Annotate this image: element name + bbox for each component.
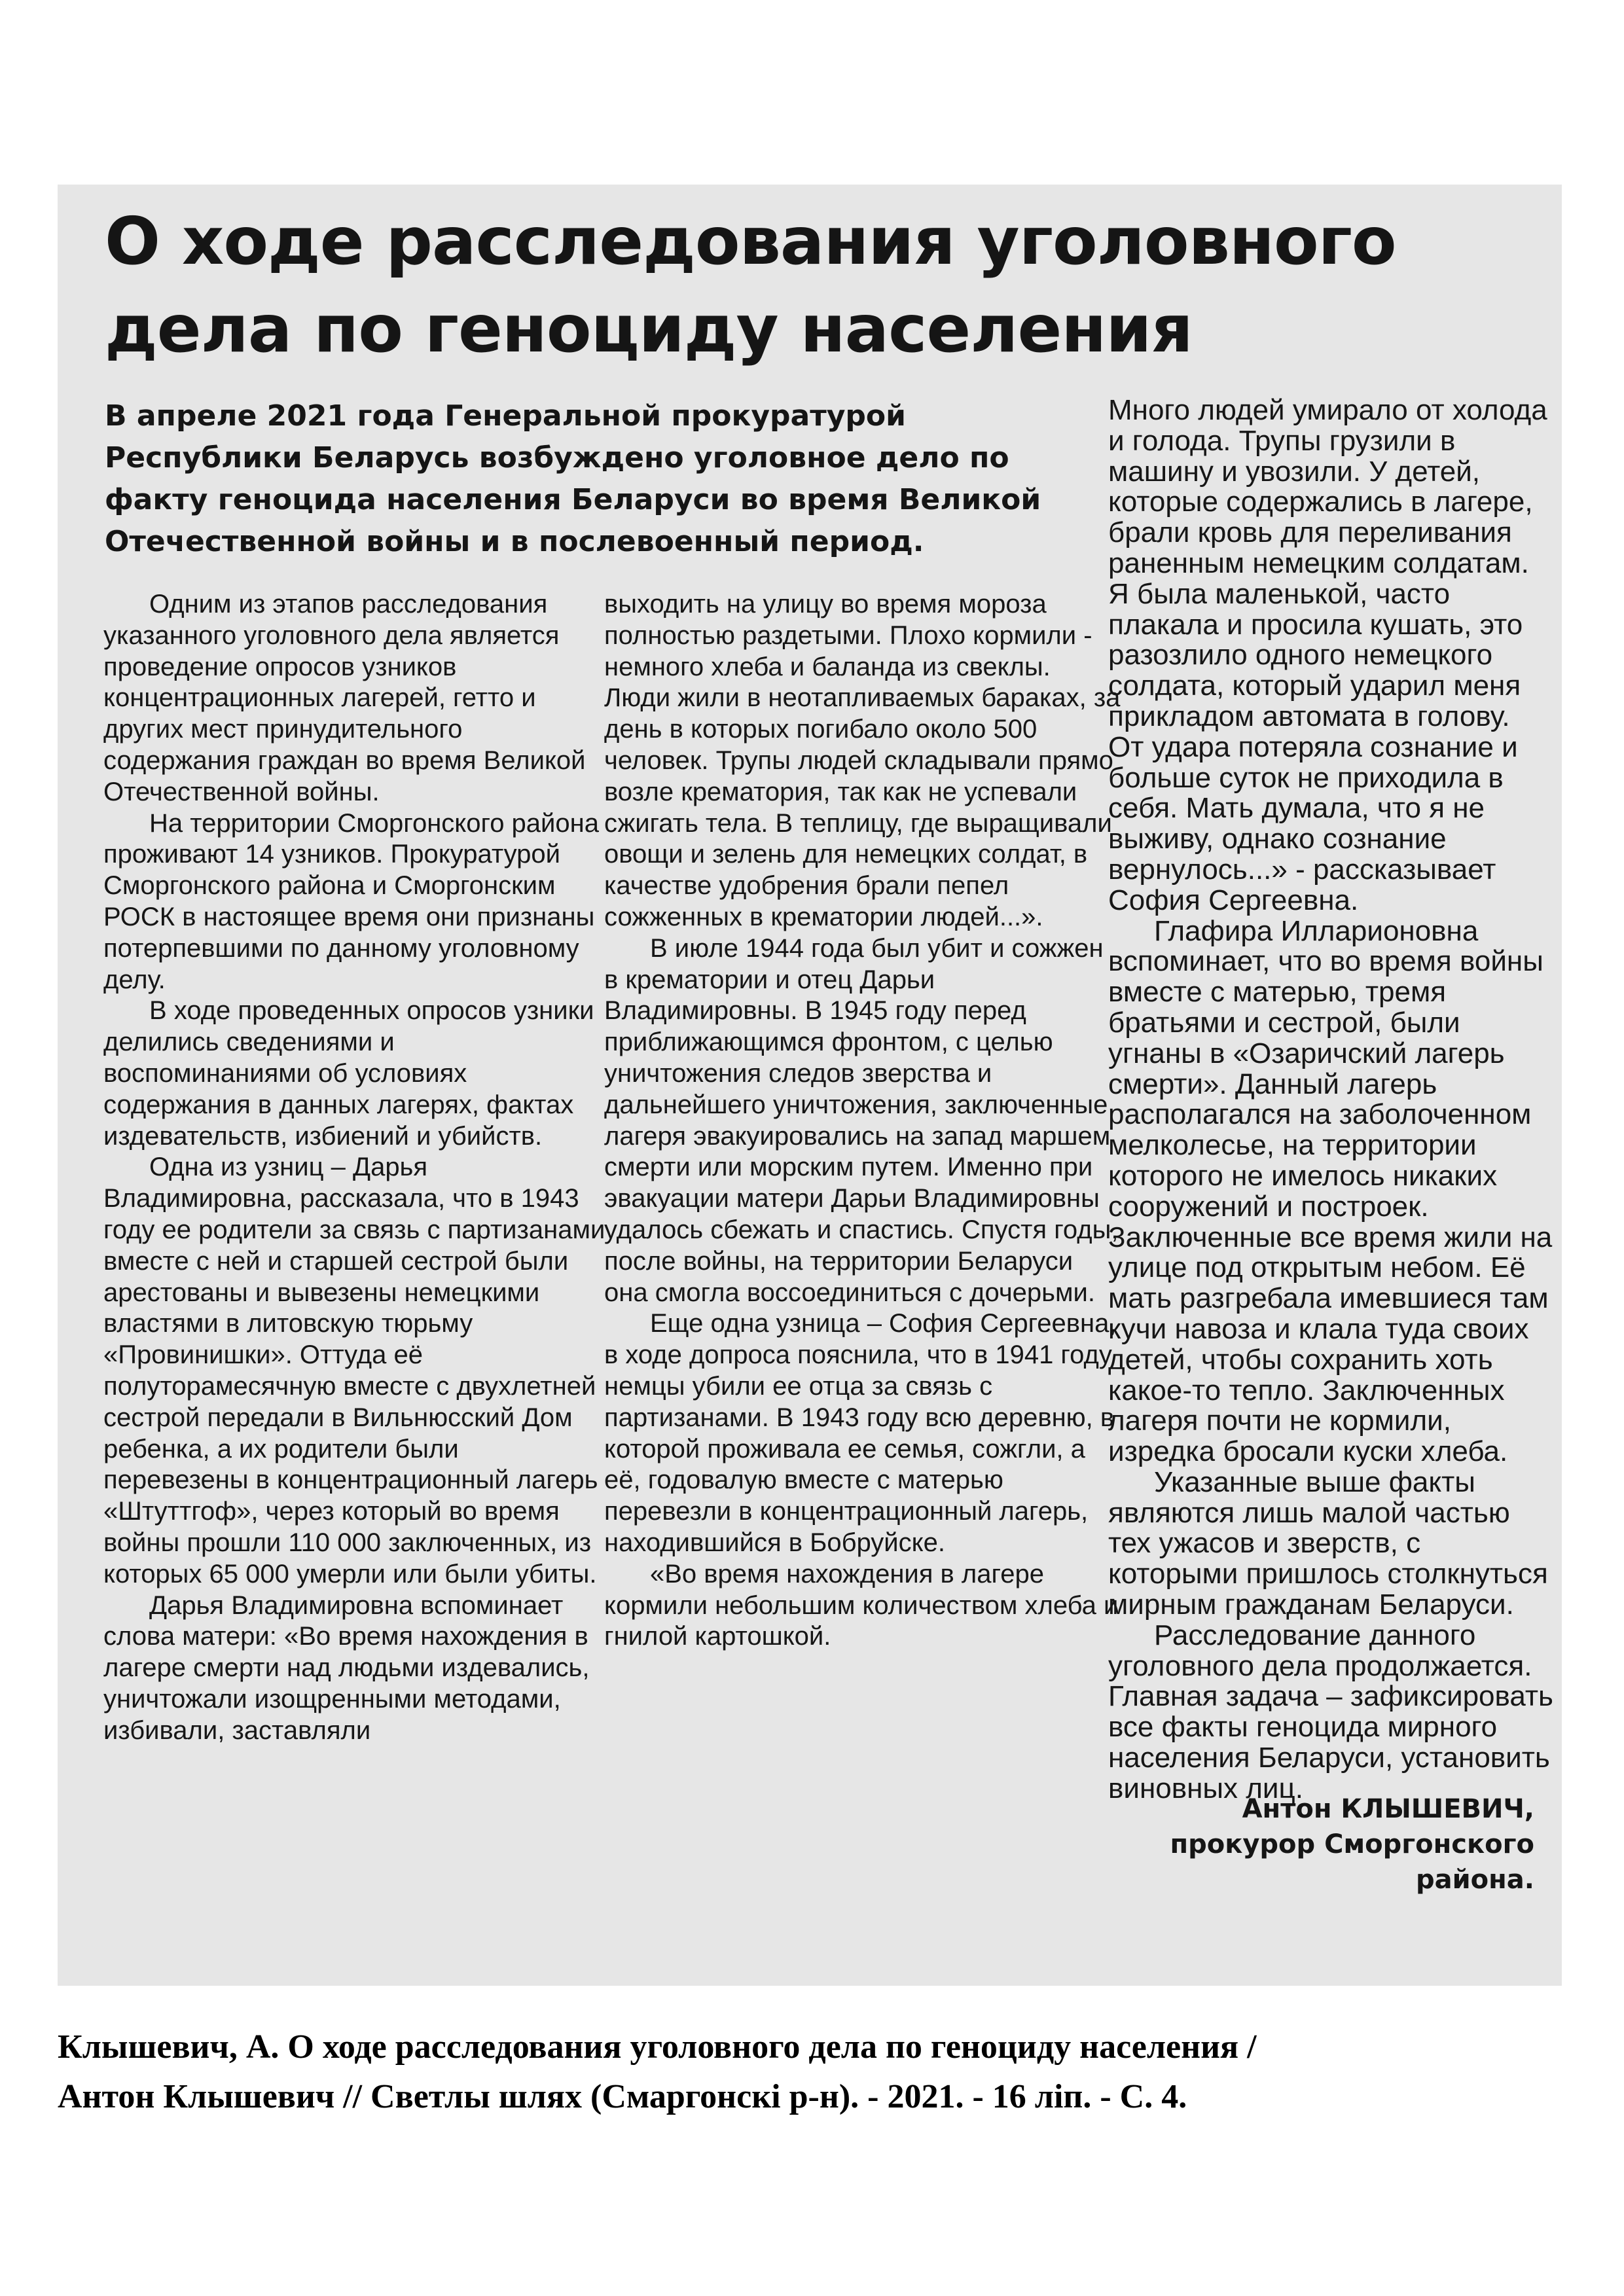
paragraph: Расследование данного уголовного дела продолжается. Главная задача – зафиксировать все факты геноцида мирного населения Беларуси, установить виновных лиц. <box>1108 1619 1553 1804</box>
article-column-3 <box>1108 395 1553 1804</box>
paragraph: Дарья Владимировна вспоминает слова матери: «Во время нахождения в лагере смерти над людьми издевались, уничтожали изощренными методами, избивали, заставляли <box>103 1590 590 1745</box>
paragraph: Глафира Илларионовна вспоминает, что во время войны вместе с матерью, тремя братьями и сестрой, были угнаны в «Озаричский лагерь смерти». Данный лагерь располагался на заболоченном мелколесье, на территории которого не имелось никаких сооружений и построек. Заключенные все время жили на улице под открытым небом. Её мать разгребала имевшиеся там кучи навоза и клала туда своих детей, чтобы сохранить хоть какое-то тепло. Заключенных лагеря почти не кормили, изредка бросали куски хлеба. <box>1108 914 1553 1468</box>
article-headline <box>105 198 1532 373</box>
paragraph: В ходе проведенных опросов узники делились сведениями и воспоминаниями об условиях содержания в данных лагерях, фактах издевательств, избиений и убийств. <box>103 996 594 1151</box>
paragraph: Много людей умирало от холода и голода. Трупы грузили в машину и увозили. У детей, которые содержались в лагере, брали кровь для переливания раненным немецким солдатам. Я была маленькой, часто плакала и просила кушать, это разозлило одного немецкого солдата, который ударил меня прикладом автомата в голову. От удара потеряла сознание и больше суток не приходила в себя. Мать думала, что я не выживу, однако сознание вернулось...» - рассказывает София Сергеевна. <box>1108 394 1547 916</box>
headline-line-2: дела по геноциду населения <box>105 291 1193 367</box>
caption-line-2: Антон Клышевич // Светлы шлях (Смаргонскі р-н). - 2021. - 16 ліп. - С. 4. <box>58 2078 1187 2115</box>
author-title-line-2: района. <box>1416 1865 1534 1895</box>
paragraph: Одна из узниц – Дарья Владимировна, рассказала, что в 1943 году ее родители за связь с партизанами вместе с ней и старшей сестрой были арестованы и вывезены немецкими властями в литовскую тюрьму «Провинишки». Оттуда её полуторамесячную вместе с двухлетней сестрой передали в Вильнюсский Дом ребенка, а их родители были перевезены в концентрационный лагерь «Штуттгоф», через который во время войны прошли 110 000 заключенных, из которых 65 000 умерли или были убиты. <box>103 1153 605 1588</box>
headline-line-1: О ходе расследования уголовного <box>105 203 1396 279</box>
paragraph: Указанные выше факты являются лишь малой частью тех ужасов и зверств, с которыми пришлось столкнуться мирным гражданам Беларуси. <box>1108 1465 1548 1621</box>
author-name: Антон КЛЫШЕВИЧ, <box>1242 1794 1534 1824</box>
paragraph: Еще одна узница – София Сергеевна, в ходе допроса пояснила, что в 1941 году немцы убили ее отца за связь с партизанами. В 1943 году всю деревню, в которой проживала ее семья, сожгли, а её, годовалую вместе с матерью перевезли в концентрационный лагерь, находившийся в Бобруйске. <box>604 1309 1117 1557</box>
paragraph: В июле 1944 года был убит и сожжен в крематории и отец Дарьи Владимировны. В 1945 году перед приближающимся фронтом, с целью уничтожения следов зверства и дальнейшего уничтожения, заключенные лагеря эвакуировались на запад маршем смерти или морским путем. Именно при эвакуации матери Дарьи Владимировны удалось сбежать и спастись. Спустя годы, после войны, на территории Беларуси она смогла воссоединиться с дочерьми. <box>604 933 1119 1307</box>
caption-line-1: Клышевич, А. О ходе расследования уголовного дела по геноциду населения / <box>58 2028 1257 2066</box>
paragraph: Одним из этапов расследования указанного уголовного дела является проведение опросов узников концентрационных лагерей, гетто и других мест принудительного содержания граждан во время Великой Отечественной войны. <box>103 590 586 806</box>
bibliographic-caption <box>58 2022 1563 2122</box>
paragraph: выходить на улицу во время мороза полностью раздетыми. Плохо кормили - немного хлеба и баланда из свеклы. Люди жили в неотапливаемых бараках, за день в которых погибало около 500 человек. Трупы людей складывали прямо возле крематория, так как не успевали сжигать тела. В теплицу, где выращивали овощи и зелень для немецких солдат, в качестве удобрения брали пепел сожженных в крематории людей...». <box>604 590 1121 931</box>
paragraph: На территории Сморгонского района проживают 14 узников. Прокуратурой Сморгонского района и Сморгонским РОСК в настоящее время они признаны потерпевшими по данному уголовному делу. <box>103 808 599 994</box>
article-column-1 <box>103 589 607 1746</box>
article-lead: В апреле 2021 года Генеральной прокуратурой Республики Беларусь возбуждено уголовное дело по факту геноцида населения Беларуси во время Великой Отечественной войны и в послевоенный период. <box>105 399 1041 558</box>
author-signature <box>1170 1791 1534 1897</box>
newspaper-clipping <box>58 185 1562 1986</box>
article-column-2 <box>604 589 1121 1653</box>
author-title-line-1: прокурор Сморгонского <box>1170 1829 1534 1859</box>
paragraph: «Во время нахождения в лагере кормили небольшим количеством хлеба и гнилой картошкой. <box>604 1559 1119 1651</box>
